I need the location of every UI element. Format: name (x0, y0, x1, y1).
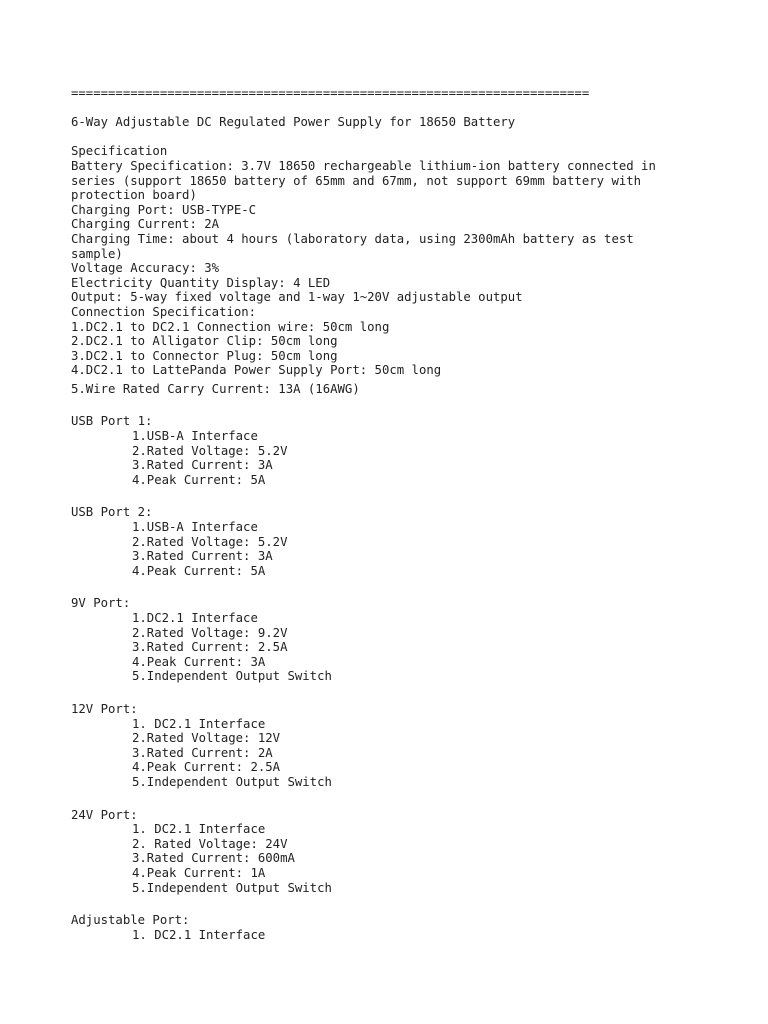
port-item: 2. Rated Voltage: 24V (132, 836, 288, 851)
port-item: 2.Rated Voltage: 5.2V (132, 534, 288, 549)
spec-line: protection board) (71, 188, 197, 203)
port-item: 5.Independent Output Switch (132, 774, 332, 789)
spec-line: Voltage Accuracy: 3% (71, 261, 220, 276)
spec-list (71, 159, 751, 378)
spec-line: 1.DC2.1 to DC2.1 Connection wire: 50cm long (71, 319, 390, 334)
port-item: 3.Rated Current: 3A (132, 549, 273, 564)
spec-line: 2.DC2.1 to Alligator Clip: 50cm long (71, 334, 338, 349)
port-heading: 9V Port: (71, 596, 131, 611)
port-item: 3.Rated Current: 3A (132, 458, 273, 473)
port-section-usb-1 (71, 414, 751, 487)
separator-line: ====================================================================== (71, 86, 590, 100)
port-item: 1. DC2.1 Interface (132, 716, 266, 731)
port-item: 5.Independent Output Switch (132, 880, 332, 895)
port-heading: 24V Port: (71, 807, 138, 822)
port-item: 1.USB-A Interface (132, 429, 258, 444)
port-item: 2.Rated Voltage: 9.2V (132, 625, 288, 640)
port-item: 3.Rated Current: 2.5A (132, 640, 288, 655)
port-heading: 12V Port: (71, 701, 138, 716)
port-section-9v (71, 596, 751, 684)
wire-current-line: 5.Wire Rated Carry Current: 13A (16AWG) (71, 381, 360, 396)
port-item: 5.Independent Output Switch (132, 669, 332, 684)
port-section-24v (71, 808, 751, 896)
port-item: 3.Rated Current: 600mA (132, 851, 295, 866)
document-page (71, 86, 751, 942)
spec-line: Battery Specification: 3.7V 18650 rechargeable lithium-ion battery connected in (71, 158, 656, 173)
document-title: 6-Way Adjustable DC Regulated Power Supply for 18650 Battery (71, 115, 516, 130)
spec-line: Connection Specification: (71, 304, 257, 319)
port-item: 1.DC2.1 Interface (132, 611, 258, 625)
port-heading: USB Port 2: (71, 505, 153, 520)
spec-line: 3.DC2.1 to Connector Plug: 50cm long (71, 348, 338, 363)
port-item: 4.Peak Current: 2.5A (132, 760, 281, 775)
spec-line: Electricity Quantity Display: 4 LED (71, 275, 331, 290)
spec-line: Charging Current: 2A (71, 217, 220, 232)
spec-line: Output: 5-way fixed voltage and 1-way 1~20V adjustable output (71, 290, 523, 305)
spec-line: 4.DC2.1 to LattePanda Power Supply Port: 50cm long (71, 363, 442, 378)
port-section-12v (71, 702, 751, 790)
port-heading: USB Port 1: (71, 414, 153, 429)
port-item: 1. DC2.1 Interface (132, 927, 266, 942)
spec-line: sample) (71, 246, 123, 261)
port-item: 2.Rated Voltage: 5.2V (132, 443, 288, 458)
port-item: 4.Peak Current: 3A (132, 654, 266, 669)
spec-line: series (support 18650 battery of 65mm and 67mm, not support 69mm battery with (71, 173, 642, 188)
port-section-usb-2 (71, 505, 751, 578)
spec-heading: Specification (71, 144, 168, 159)
spec-line: Charging Port: USB-TYPE-C (71, 202, 257, 217)
port-item: 2.Rated Voltage: 12V (132, 731, 281, 746)
port-item: 3.Rated Current: 2A (132, 745, 273, 760)
port-item: 4.Peak Current: 5A (132, 563, 266, 578)
port-heading: Adjustable Port: (71, 913, 190, 928)
port-item: 1. DC2.1 Interface (132, 822, 266, 837)
port-item: 1.USB-A Interface (132, 520, 258, 535)
port-section-adjustable (71, 913, 751, 942)
port-item: 4.Peak Current: 1A (132, 865, 266, 880)
spec-line: Charging Time: about 4 hours (laboratory data, using 2300mAh battery as test (71, 231, 634, 246)
port-item: 4.Peak Current: 5A (132, 472, 266, 487)
